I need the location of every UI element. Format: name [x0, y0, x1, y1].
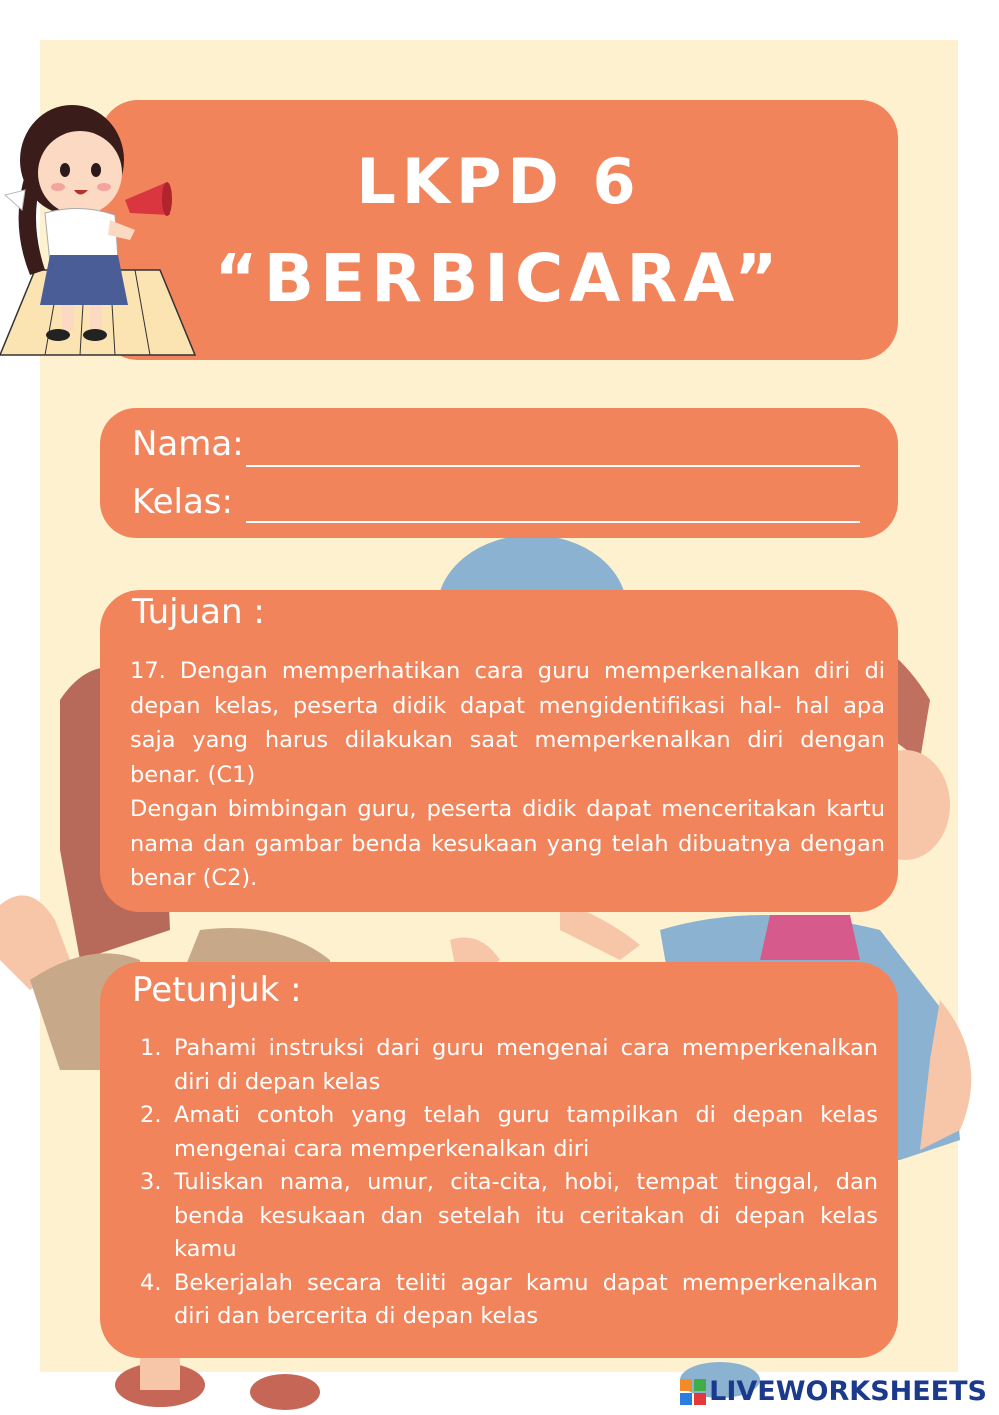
instruction-list — [140, 1032, 878, 1334]
liveworksheets-logo[interactable] — [680, 1376, 987, 1407]
goals-text — [130, 654, 885, 896]
logo-icon — [680, 1379, 706, 1405]
goal-paragraph: 17. Dengan memperhatikan cara guru memperkenalkan diri di depan kelas, peserta didik dapat mengidentifikasi hal- hal apa saja yang harus dilakukan saat memperkenalkan diri dengan benar. (C1) — [130, 658, 885, 788]
goal-paragraph: Dengan bimbingan guru, peserta didik dapat menceritakan kartu nama dan gambar benda kesukaan yang telah dibuatnya dengan benar (C2). — [130, 796, 885, 891]
goals-card — [100, 590, 898, 912]
list-item: 4. Bekerjalah secara teliti agar kamu dapat memperkenalkan diri dan bercerita di depan kelas — [140, 1269, 878, 1329]
watermark-text: LIVEWORKSHEETS — [709, 1376, 987, 1407]
goals-heading: Tujuan : — [132, 592, 265, 632]
worksheet-title: LKPD 6 — [356, 145, 642, 218]
instructions-card — [100, 962, 898, 1358]
list-item: 3. Tuliskan nama, umur, cita-cita, hobi, tempat tinggal, dan benda kesukaan dan setelah itu ceritakan di depan kelas kamu — [140, 1169, 878, 1262]
list-item: 1. Pahami instruksi dari guru mengenai cara memperkenalkan diri di depan kelas — [140, 1035, 878, 1095]
name-label: Nama: — [132, 424, 244, 464]
worksheet-subtitle: “BERBICARA” — [214, 240, 784, 317]
title-banner — [100, 100, 898, 360]
name-field[interactable] — [246, 465, 860, 467]
girl-megaphone-illustration — [0, 95, 200, 365]
instructions-heading: Petunjuk : — [132, 970, 302, 1010]
class-field[interactable] — [246, 521, 860, 523]
identity-card — [100, 408, 898, 538]
list-item: 2. Amati contoh yang telah guru tampilkan di depan kelas mengenai cara memperkenalkan diri — [140, 1102, 878, 1162]
class-label: Kelas: — [132, 482, 233, 522]
